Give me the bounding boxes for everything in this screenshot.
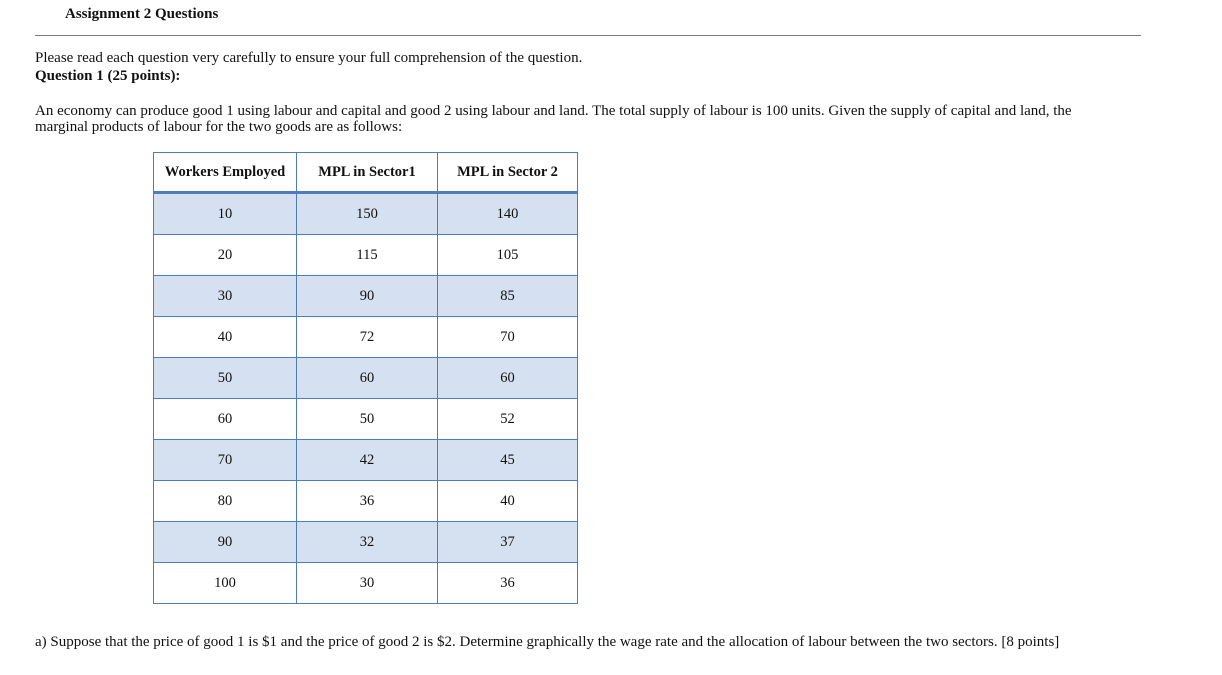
document-title: Assignment 2 Questions — [65, 6, 219, 22]
cell-mpl-sector-2: 45 — [438, 440, 578, 481]
cell-mpl-sector-2: 85 — [438, 276, 578, 317]
cell-workers: 50 — [154, 358, 297, 399]
cell-mpl-sector-1: 72 — [297, 317, 438, 358]
table-row — [154, 276, 578, 317]
cell-workers: 40 — [154, 317, 297, 358]
table-row — [154, 358, 578, 399]
table-row — [154, 193, 578, 235]
cell-mpl-sector-2: 37 — [438, 522, 578, 563]
cell-mpl-sector-1: 50 — [297, 399, 438, 440]
title-divider — [35, 35, 1141, 36]
table-row — [154, 399, 578, 440]
table-row — [154, 563, 578, 604]
cell-workers: 70 — [154, 440, 297, 481]
cell-mpl-sector-2: 140 — [438, 193, 578, 235]
cell-mpl-sector-1: 36 — [297, 481, 438, 522]
table-row — [154, 440, 578, 481]
cell-mpl-sector-2: 60 — [438, 358, 578, 399]
cell-mpl-sector-1: 30 — [297, 563, 438, 604]
cell-workers: 60 — [154, 399, 297, 440]
cell-workers: 90 — [154, 522, 297, 563]
problem-statement: An economy can produce good 1 using labour and capital and good 2 using labour and land. The total supply of labour is 100 units. Given the supply of capital and land, the marginal products of labour for the two goods are as follows: — [35, 103, 1072, 135]
cell-mpl-sector-2: 36 — [438, 563, 578, 604]
table-header-row — [154, 153, 578, 193]
table-row — [154, 317, 578, 358]
cell-mpl-sector-2: 105 — [438, 235, 578, 276]
mpl-table — [153, 152, 578, 604]
header-mpl-sector-1: MPL in Sector1 — [297, 153, 438, 193]
cell-mpl-sector-2: 70 — [438, 317, 578, 358]
cell-mpl-sector-2: 40 — [438, 481, 578, 522]
cell-workers: 80 — [154, 481, 297, 522]
cell-mpl-sector-1: 150 — [297, 193, 438, 235]
question-part-a: a) Suppose that the price of good 1 is $1 and the price of good 2 is $2. Determine graphically the wage rate and the allocation of labour between the two sectors. [8 points] — [35, 634, 1060, 650]
cell-mpl-sector-1: 90 — [297, 276, 438, 317]
cell-mpl-sector-1: 115 — [297, 235, 438, 276]
cell-mpl-sector-1: 60 — [297, 358, 438, 399]
cell-workers: 30 — [154, 276, 297, 317]
header-mpl-sector-2: MPL in Sector 2 — [438, 153, 578, 193]
cell-mpl-sector-2: 52 — [438, 399, 578, 440]
header-workers-employed: Workers Employed — [154, 153, 297, 193]
question-heading: Question 1 (25 points): — [35, 68, 181, 84]
cell-workers: 10 — [154, 193, 297, 235]
table-row — [154, 235, 578, 276]
cell-workers: 100 — [154, 563, 297, 604]
cell-mpl-sector-1: 42 — [297, 440, 438, 481]
table-row — [154, 522, 578, 563]
instructions-text: Please read each question very carefully to ensure your full comprehension of the question. — [35, 50, 583, 66]
cell-workers: 20 — [154, 235, 297, 276]
cell-mpl-sector-1: 32 — [297, 522, 438, 563]
table-row — [154, 481, 578, 522]
